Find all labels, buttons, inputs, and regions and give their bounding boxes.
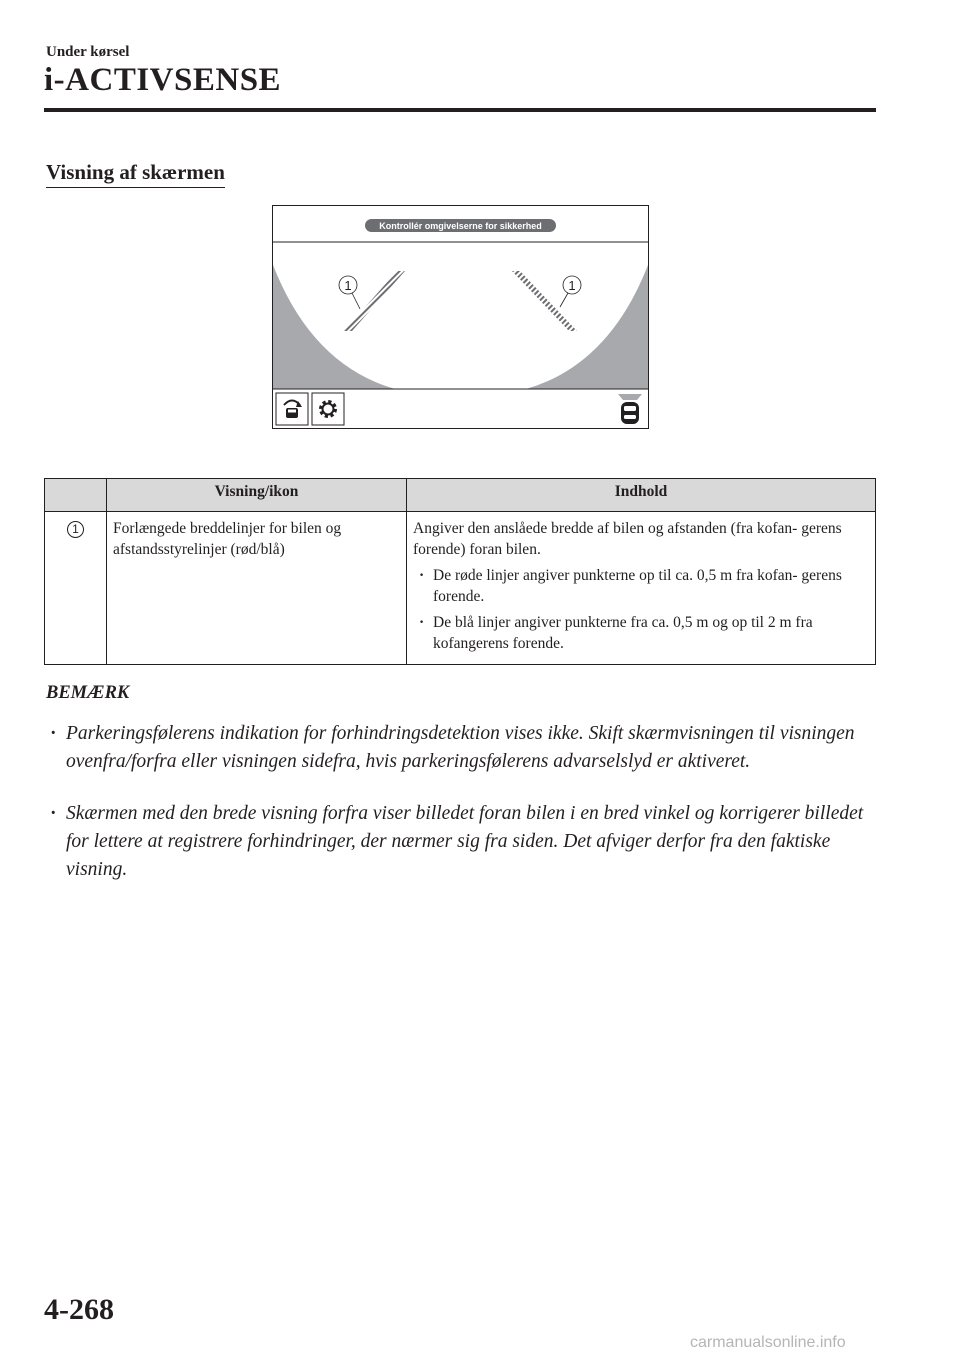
note-item: · Skærmen med den brede visning forfra viser billedet foran bilen i en bred vinkel og korrigerer billedet for lettere at registrere forhindringer, der nærmer sig fra siden. Det afviger derfor fra den faktiske visning. [50,800,870,884]
svg-text:1: 1 [568,278,576,293]
table-header-content: Indhold [407,479,876,512]
row-item: Forlængede breddelinjer for bilen og afstandsstyrelinjer (rød/blå) [107,512,407,665]
svg-text:Kontrollér omgivelserne for si: Kontrollér omgivelserne for sikkerhed [379,221,542,231]
page-title: i-ACTIVSENSE [44,62,282,98]
table-header-number [45,479,107,512]
callout-number: 1 [67,521,84,538]
chapter-label: Under kørsel [46,44,130,60]
row-content [407,512,876,665]
bullet-blue-lines: · De blå linjer angiver punkterne fra ca. 0,5 m og op til 2 m fra kofangerens forende. [413,612,869,654]
note-heading: BEMÆRK [46,683,130,703]
safety-banner [365,219,556,232]
table-header-item: Visning/ikon [107,479,407,512]
note-item-text: Skærmen med den brede visning forfra viser billedet foran bilen i en bred vinkel og korrigerer billedet for lettere at registrere forhindringer, der nærmer sig fra siden. Det afviger derfor fra den faktiske visning. [66,803,864,880]
watermark: carmanualsonline.info [690,1334,846,1351]
svg-text:1: 1 [344,278,352,293]
note-item: · Parkeringsfølerens indikation for forhindringsdetektion vises ikke. Skift skærmvisningen til visningen ovenfra/forfra eller visningen sidefra, hvis parkeringsfølerens advarselslyd er aktiveret. [50,720,870,776]
settings-gear-icon [312,393,344,425]
camera-screen-illustration [272,205,649,429]
row-content-text: Angiver den anslåede bredde af bilen og afstanden (fra kofan- gerens forende) foran bilen. [413,520,842,558]
view-switch-icon [276,393,308,425]
table-row [45,512,876,665]
title-rule [44,108,876,112]
section-title: Visning af skærmen [46,160,225,188]
bullet-red-lines: · De røde linjer angiver punkterne op til ca. 0,5 m fra kofan- gerens forende. [413,565,869,607]
page-number: 4-268 [44,1293,114,1326]
description-table [44,478,876,665]
note-item-text: Parkeringsfølerens indikation for forhindringsdetektion vises ikke. Skift skærmvisningen til visningen ovenfra/forfra eller visningen sidefra, hvis parkeringsfølerens advarselslyd er aktiveret. [66,723,855,772]
table-header-row [45,479,876,512]
